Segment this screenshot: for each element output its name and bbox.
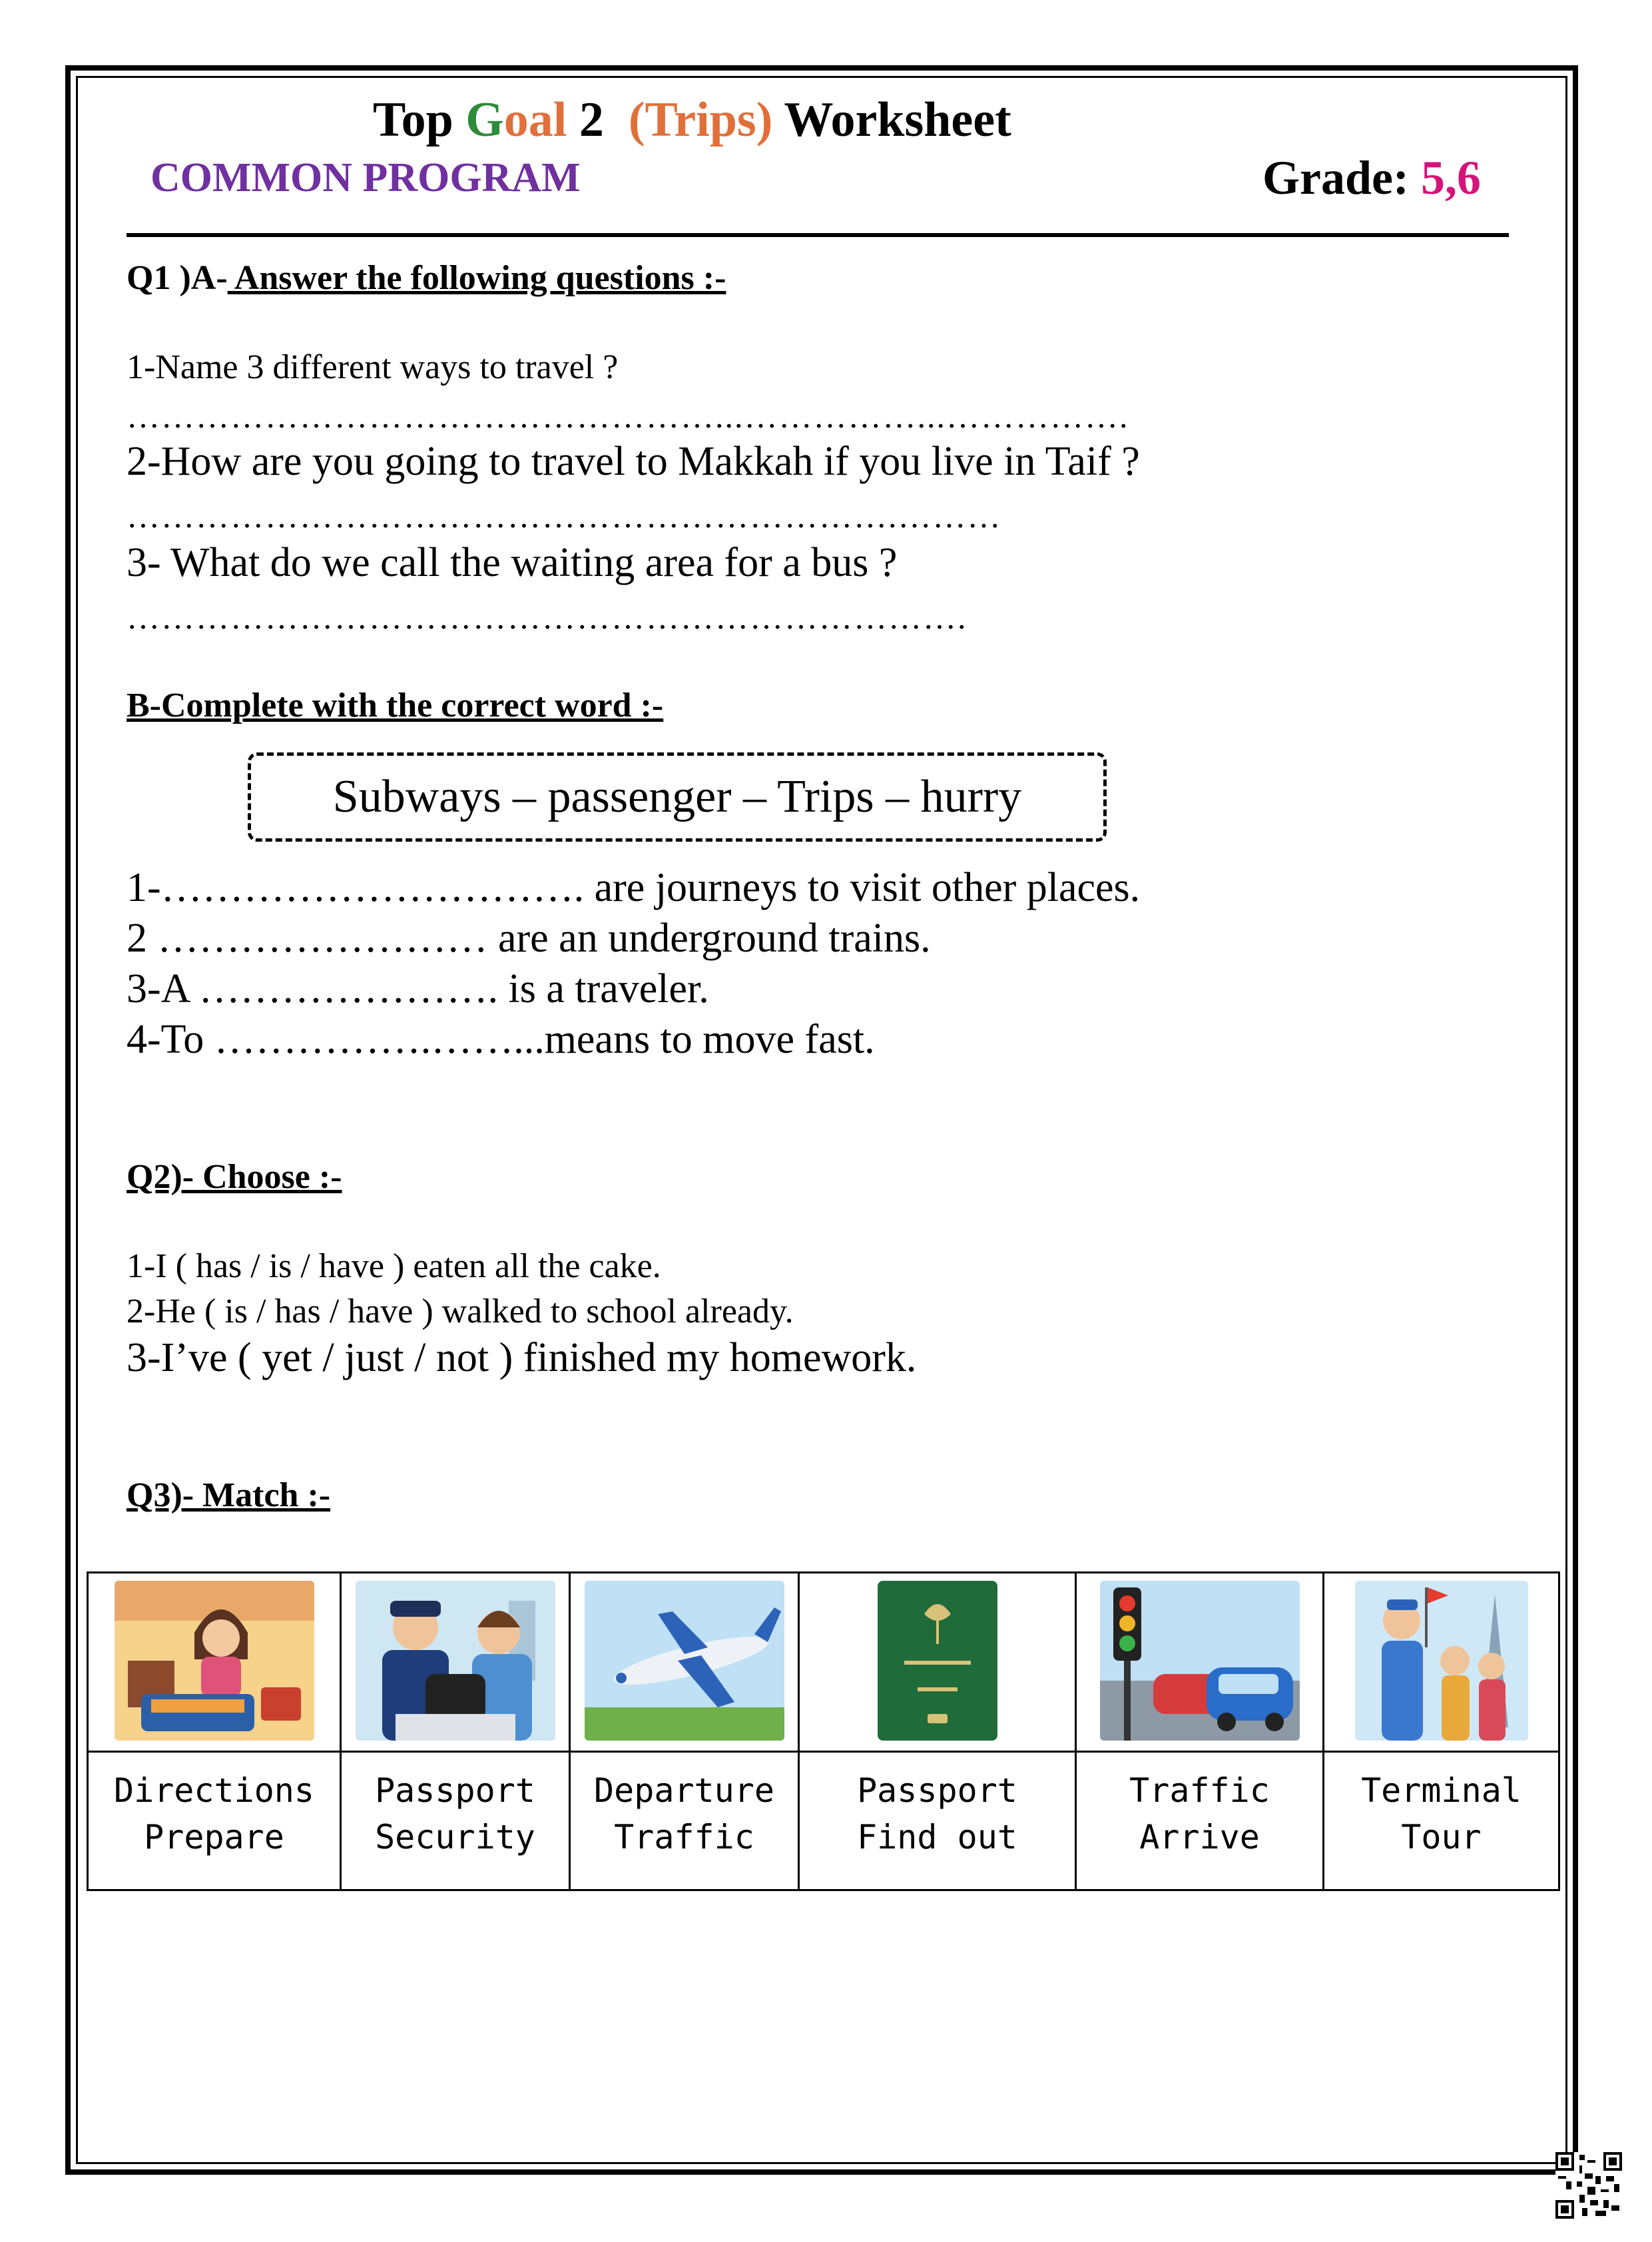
q1a-heading-prefix: Q1 )A-: [127, 259, 228, 297]
match-image-row: [88, 1573, 1559, 1752]
q1a-heading-text: Answer the following questions :-: [227, 259, 726, 297]
grade-label: [1262, 150, 1481, 206]
match-word-bottom: Security: [375, 1818, 535, 1856]
q1b-sentence-4: 4-To …………….……...means to move fast.: [127, 1017, 875, 1062]
packing-suitcase-icon: [115, 1581, 314, 1741]
match-word-top: Terminal: [1361, 1771, 1521, 1810]
header-divider: [127, 233, 1509, 237]
q1b-sentence-1: 1-…………………………. are journeys to visit other places.: [127, 865, 1141, 910]
qr-code-icon: [1555, 2152, 1622, 2219]
match-word-bottom: Find out: [857, 1818, 1017, 1856]
q1a-answer-line-1[interactable]: ……………………………………………...……………...…………….: [127, 398, 1129, 435]
q1b-sentence-2: 2 …………………… are an underground trains.: [127, 916, 931, 961]
title-trips: (Trips): [628, 93, 773, 147]
title-top: Top: [373, 93, 466, 147]
match-word-bottom: Traffic: [614, 1818, 754, 1856]
q1a-heading: [127, 258, 726, 298]
match-word-top: Passport: [857, 1771, 1017, 1810]
match-word-bottom: Tour: [1401, 1818, 1482, 1856]
traffic-light-icon: [1100, 1581, 1300, 1741]
title-number: 2: [567, 93, 629, 147]
grade-value: 5,6: [1420, 151, 1481, 204]
match-text-cell: [1324, 1752, 1559, 1890]
match-text-cell: [799, 1752, 1076, 1890]
match-word-top: Departure: [594, 1771, 774, 1810]
q1a-answer-line-3[interactable]: ……………………………………………………………….: [127, 599, 967, 636]
q3-heading: Q3)- Match :-: [127, 1476, 331, 1514]
q2-item-1: 1-I ( has / is / have ) eaten all the cake.: [127, 1247, 661, 1285]
q2-item-2: 2-He ( is / has / have ) walked to school already.: [127, 1292, 794, 1330]
q2-heading: Q2)- Choose :-: [127, 1158, 342, 1196]
match-word-top: Directions: [113, 1771, 315, 1810]
q1a-question-3: 3- What do we call the waiting area for a bus ?: [127, 540, 898, 585]
match-image-cell: [341, 1573, 570, 1752]
q1b-heading: B-Complete with the correct word :-: [127, 687, 664, 724]
match-word-bottom: Arrive: [1139, 1818, 1260, 1856]
match-text-cell: [88, 1752, 341, 1890]
passport-icon: [858, 1581, 1017, 1741]
word-bank-text: Subways – passenger – Trips – hurry: [332, 771, 1022, 822]
match-image-cell: [1324, 1573, 1559, 1752]
match-image-cell: [570, 1573, 799, 1752]
q2-item-3: 3-I’ve ( yet / just / not ) finished my homework.: [127, 1335, 917, 1380]
match-image-cell: [88, 1573, 341, 1752]
q1b-sentence-3: 3-A …………………. is a traveler.: [127, 966, 709, 1011]
q1a-question-2: 2-How are you going to travel to Makkah if you live in Taif ?: [127, 439, 1140, 484]
security-officer-icon: [356, 1581, 555, 1741]
tour-guide-icon: [1355, 1581, 1528, 1741]
title-oal: oal: [503, 93, 567, 147]
match-text-cell: [1076, 1752, 1324, 1890]
match-text-cell: [341, 1752, 570, 1890]
match-text-row: [88, 1752, 1559, 1890]
airplane-icon: [585, 1581, 784, 1741]
program-label: COMMON PROGRAM: [150, 155, 581, 200]
worksheet-title: [373, 92, 1011, 148]
q1a-question-1: 1-Name 3 different ways to travel ?: [127, 348, 619, 386]
word-bank-box: [248, 752, 1107, 842]
title-worksheet: Worksheet: [772, 93, 1011, 147]
match-word-top: Traffic: [1129, 1771, 1270, 1810]
title-g: G: [465, 93, 504, 147]
match-word-bottom: Prepare: [144, 1818, 284, 1856]
match-word-top: Passport: [375, 1771, 535, 1810]
match-text-cell: [570, 1752, 799, 1890]
match-table: [87, 1571, 1560, 1891]
match-image-cell: [799, 1573, 1076, 1752]
grade-text: Grade:: [1262, 151, 1421, 204]
match-image-cell: [1076, 1573, 1324, 1752]
q1a-answer-line-2[interactable]: ………………………………………………………….………: [127, 497, 1002, 535]
